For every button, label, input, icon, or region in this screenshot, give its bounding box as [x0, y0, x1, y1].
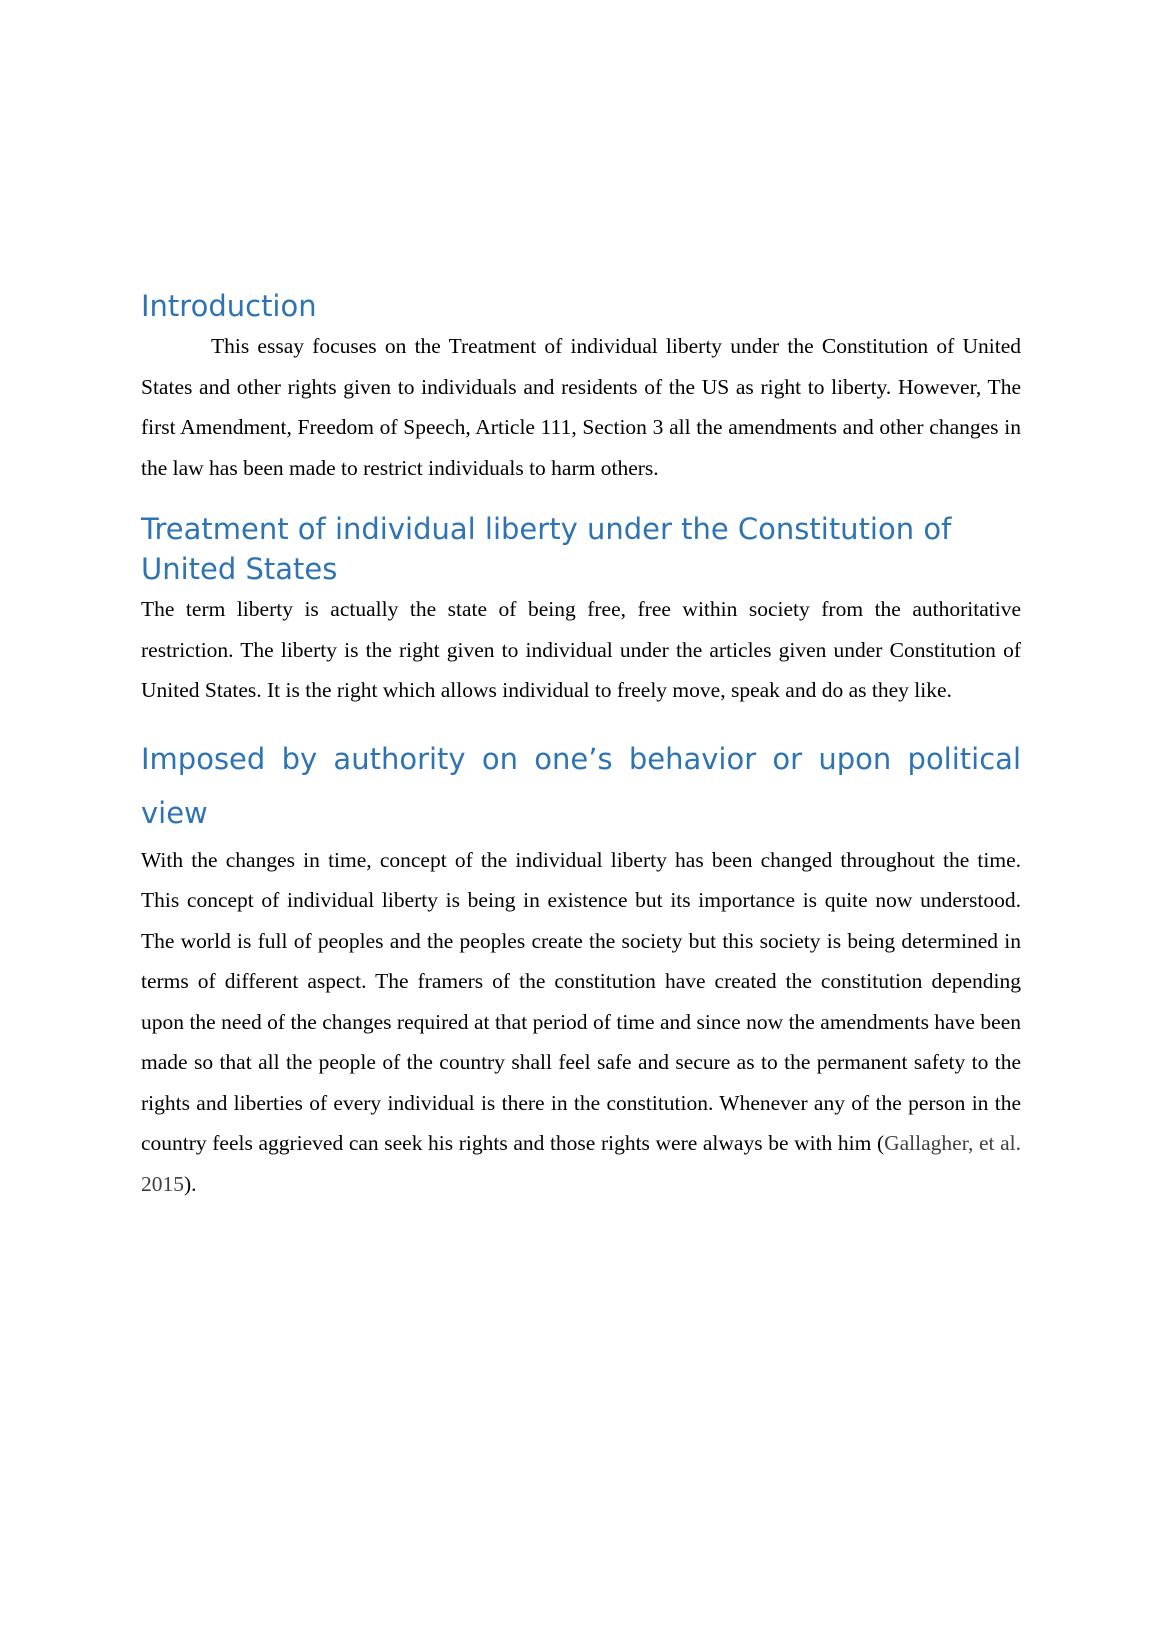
citation-reference: Gallagher, et al. 2015 [141, 1131, 1021, 1196]
heading-imposed-by-authority: Imposed by authority on one’s behavior or upon political view [141, 741, 1021, 830]
heading-treatment-of-liberty: Treatment of individual liberty under the Constitution of United States [141, 512, 952, 586]
paragraph-imposed-by-authority [141, 840, 1021, 1205]
paragraph-imposed-text: With the changes in time, concept of the individual liberty has been changed throughout the time. This concept of individual liberty is being in existence but its importance is quite now understood. The world is full of peoples and the peoples create the society but this society is being determined in terms of different aspect. The framers of the constitution have created the constitution depending upon the need of the changes required at that period of time and since now the amendments have been made so that all the people of the country shall feel safe and secure as to the permanent safety to the rights and liberties of every individual is there in the constitution. Whenever any of the person in the country feels aggrieved can seek his rights and those rights were always be with him ( [141, 847, 1021, 1155]
document-body [141, 286, 1021, 1225]
paragraph-imposed-closing: ). [184, 1171, 197, 1196]
paragraph-treatment-of-liberty: The term liberty is actually the state of being free, free within society from the authoritative restriction. The liberty is the right given to individual under the articles given under Constitution of United States. It is the right which allows individual to freely move, speak and do as they like. [141, 597, 1021, 702]
paragraph-introduction: This essay focuses on the Treatment of individual liberty under the Constitution of United States and other rights given to individuals and residents of the US as right to liberty. However, The first Amendment, Freedom of Speech, Article 111, Section 3 all the amendments and other changes in the law has been made to restrict individuals to harm others. [141, 334, 1021, 480]
heading-introduction: Introduction [141, 289, 317, 323]
